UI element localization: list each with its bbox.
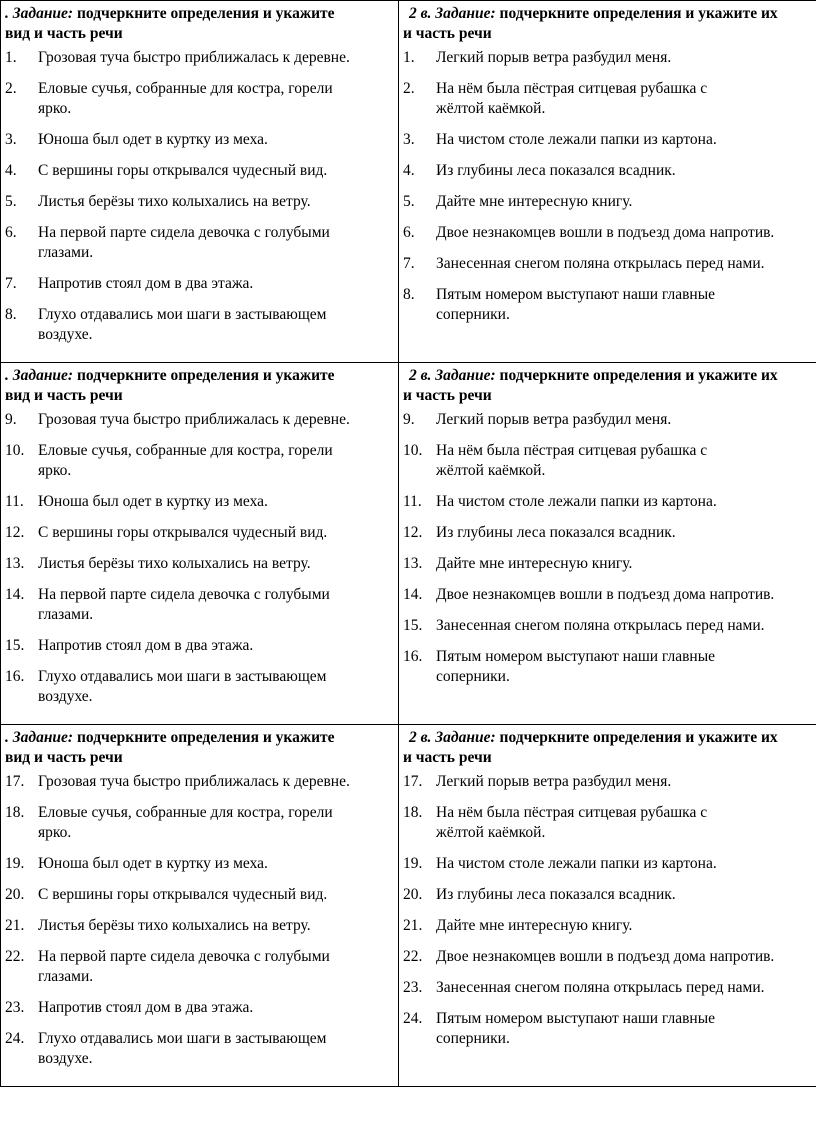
sentence-text: Напротив стоял дом в два этажа.	[38, 275, 254, 292]
sentence-item	[399, 585, 816, 605]
sentence-item	[1, 854, 398, 874]
sentence-item	[399, 616, 816, 636]
sentence-list	[1, 48, 398, 345]
variant-cell-left	[1, 363, 399, 725]
sentence-text: Юноша был одет в куртку из меха.	[38, 855, 268, 872]
sentence-item	[399, 854, 816, 874]
sentence-number: 10.	[403, 442, 423, 459]
sentence-text: Легкий порыв ветра разбудил меня.	[436, 49, 672, 66]
task-header-line-2: и часть речи	[403, 749, 492, 766]
sentence-number: 9.	[5, 411, 17, 428]
sentence-text: жёлтой каёмкой.	[436, 824, 546, 841]
sentence-text: воздухе.	[38, 688, 93, 705]
variant-cell-right	[399, 1, 816, 363]
sentence-text: глазами.	[38, 244, 94, 261]
sentence-text: глазами.	[38, 968, 94, 985]
sentence-number: 13.	[403, 555, 423, 572]
variant-cell-right	[399, 725, 816, 1087]
sentence-text: На чистом столе лежали папки из картона.	[436, 493, 717, 510]
sentence-number: 7.	[403, 255, 415, 272]
sentence-list	[399, 772, 816, 1049]
sentence-item	[399, 947, 816, 967]
sentence-text: воздухе.	[38, 1050, 93, 1067]
task-header-line-2: и часть речи	[403, 387, 492, 404]
sentence-number: 1.	[5, 49, 17, 66]
sentence-number: 11.	[403, 493, 422, 510]
sentence-number: 17.	[403, 773, 423, 790]
sentence-item	[399, 554, 816, 574]
sentence-item	[1, 1029, 398, 1069]
sentence-item	[1, 130, 398, 150]
sentence-number: 4.	[403, 162, 415, 179]
task-instruction: подчеркните определения и укажите	[73, 367, 335, 384]
sentence-text: Грозовая туча быстро приближалась к деревне.	[38, 773, 350, 790]
task-header	[1, 725, 398, 768]
task-header-line-1	[403, 4, 816, 24]
sentence-item	[1, 885, 398, 905]
sentence-text: Легкий порыв ветра разбудил меня.	[436, 411, 672, 428]
sentence-text: Пятым номером выступают наши главные	[436, 1010, 716, 1027]
task-instruction: подчеркните определения и укажите их	[495, 5, 778, 22]
sentence-text: Пятым номером выступают наши главные	[436, 648, 716, 665]
sentence-text: Напротив стоял дом в два этажа.	[38, 637, 254, 654]
sentence-text: Листья берёзы тихо колыхались на ветру.	[38, 555, 311, 572]
sentence-list	[1, 772, 398, 1069]
sentence-text: жёлтой каёмкой.	[436, 100, 546, 117]
task-instruction: подчеркните определения и укажите их	[495, 367, 778, 384]
task-header-line-1	[5, 728, 398, 748]
task-label: 2 в. Задание:	[409, 729, 496, 746]
task-header-line-1	[403, 366, 816, 386]
sentence-item	[1, 441, 398, 481]
sentence-list	[1, 410, 398, 707]
variant-cell-left	[1, 725, 399, 1087]
sentence-number: 2.	[403, 80, 415, 97]
sentence-text: Грозовая туча быстро приближалась к деревне.	[38, 49, 350, 66]
task-header-line-1	[5, 4, 398, 24]
sentence-text: Листья берёзы тихо колыхались на ветру.	[38, 917, 311, 934]
sentence-item	[1, 772, 398, 792]
sentence-text: С вершины горы открывался чудесный вид.	[38, 524, 328, 541]
sentence-text: ярко.	[38, 824, 72, 841]
sentence-number: 18.	[403, 804, 423, 821]
sentence-item	[1, 192, 398, 212]
sentence-text: Пятым номером выступают наши главные	[436, 286, 716, 303]
sentence-item	[399, 161, 816, 181]
sentence-text: На первой парте сидела девочка с голубыми	[38, 586, 330, 603]
task-header	[1, 1, 398, 44]
sentence-item	[1, 947, 398, 987]
sentence-number: 23.	[403, 979, 423, 996]
task-header	[399, 1, 816, 44]
sentence-number: 16.	[5, 668, 25, 685]
task-label: . Задание:	[5, 5, 74, 22]
task-label: . Задание:	[5, 729, 74, 746]
sentence-item	[399, 48, 816, 68]
task-header	[399, 363, 816, 406]
task-row	[1, 1, 816, 363]
task-header	[1, 363, 398, 406]
sentence-item	[399, 885, 816, 905]
sentence-number: 15.	[403, 617, 423, 634]
sentence-number: 10.	[5, 442, 25, 459]
sentence-text: соперники.	[436, 668, 510, 685]
sentence-number: 4.	[5, 162, 17, 179]
sentence-number: 13.	[5, 555, 25, 572]
sentence-number: 2.	[5, 80, 17, 97]
sentence-number: 24.	[403, 1010, 423, 1027]
sentence-text: На первой парте сидела девочка с голубыми	[38, 948, 330, 965]
sentence-text: Юноша был одет в куртку из меха.	[38, 493, 268, 510]
sentence-text: Дайте мне интересную книгу.	[436, 193, 633, 210]
sentence-text: На нём была пёстрая ситцевая рубашка с	[436, 804, 708, 821]
task-header-line-1	[403, 728, 816, 748]
sentence-item	[399, 772, 816, 792]
task-label: 2 в. Задание:	[409, 5, 496, 22]
sentence-text: Грозовая туча быстро приближалась к деревне.	[38, 411, 350, 428]
sentence-item	[1, 492, 398, 512]
sentence-item	[1, 161, 398, 181]
task-instruction: подчеркните определения и укажите	[73, 729, 335, 746]
sentence-text: Еловые сучья, собранные для костра, горели	[38, 442, 333, 459]
sentence-number: 16.	[403, 648, 423, 665]
variant-cell-right	[399, 363, 816, 725]
sentence-text: Занесенная снегом поляна открылась перед нами.	[436, 255, 765, 272]
sentence-number: 21.	[403, 917, 423, 934]
sentence-item	[1, 554, 398, 574]
sentence-text: ярко.	[38, 100, 72, 117]
sentence-text: На нём была пёстрая ситцевая рубашка с	[436, 80, 708, 97]
sentence-number: 20.	[5, 886, 25, 903]
sentence-number: 23.	[5, 999, 25, 1016]
task-instruction: подчеркните определения и укажите их	[495, 729, 778, 746]
sentence-item	[1, 585, 398, 625]
sentence-text: На чистом столе лежали папки из картона.	[436, 131, 717, 148]
sentence-item	[399, 285, 816, 325]
sentence-number: 5.	[403, 193, 415, 210]
sentence-number: 8.	[403, 286, 415, 303]
sentence-item	[399, 410, 816, 430]
sentence-item	[399, 647, 816, 687]
sentence-text: На нём была пёстрая ситцевая рубашка с	[436, 442, 708, 459]
sentence-item	[1, 305, 398, 345]
sentence-text: ярко.	[38, 462, 72, 479]
task-header-line-2: вид и часть речи	[5, 25, 123, 42]
sentence-number: 6.	[5, 224, 17, 241]
sentence-number: 18.	[5, 804, 25, 821]
sentence-number: 3.	[5, 131, 17, 148]
sentence-item	[399, 192, 816, 212]
sentence-item	[399, 523, 816, 543]
sentence-number: 8.	[5, 306, 17, 323]
sentence-text: Напротив стоял дом в два этажа.	[38, 999, 254, 1016]
sentence-number: 7.	[5, 275, 17, 292]
sentence-item	[399, 1009, 816, 1049]
sentence-number: 19.	[5, 855, 25, 872]
sentence-item	[1, 523, 398, 543]
sentence-item	[399, 916, 816, 936]
sentence-text: Дайте мне интересную книгу.	[436, 555, 633, 572]
sentence-item	[1, 48, 398, 68]
sentence-number: 24.	[5, 1030, 25, 1047]
sentence-number: 12.	[5, 524, 25, 541]
sentence-number: 5.	[5, 193, 17, 210]
sentence-item	[1, 667, 398, 707]
sentence-text: соперники.	[436, 1030, 510, 1047]
sentence-number: 17.	[5, 773, 25, 790]
sentence-text: жёлтой каёмкой.	[436, 462, 546, 479]
sentence-text: С вершины горы открывался чудесный вид.	[38, 162, 328, 179]
sentence-item	[1, 803, 398, 843]
sentence-item	[399, 492, 816, 512]
sentence-number: 3.	[403, 131, 415, 148]
sentence-text: Двое незнакомцев вошли в подъезд дома напротив.	[436, 586, 775, 603]
sentence-item	[1, 636, 398, 656]
sentence-number: 11.	[5, 493, 24, 510]
task-label: . Задание:	[5, 367, 74, 384]
task-row	[1, 363, 816, 725]
task-row	[1, 725, 816, 1087]
sentence-number: 22.	[5, 948, 25, 965]
sentence-number: 12.	[403, 524, 423, 541]
sentence-text: С вершины горы открывался чудесный вид.	[38, 886, 328, 903]
sentence-text: Двое незнакомцев вошли в подъезд дома напротив.	[436, 948, 775, 965]
sentence-text: глазами.	[38, 606, 94, 623]
sentence-text: На первой парте сидела девочка с голубыми	[38, 224, 330, 241]
sentence-item	[1, 223, 398, 263]
sentence-item	[399, 79, 816, 119]
sentence-item	[1, 998, 398, 1018]
sentence-text: На чистом столе лежали папки из картона.	[436, 855, 717, 872]
sentence-text: Глухо отдавались мои шаги в застывающем	[38, 668, 327, 685]
task-instruction: подчеркните определения и укажите	[73, 5, 335, 22]
sentence-item	[399, 803, 816, 843]
task-header-line-2: вид и часть речи	[5, 387, 123, 404]
sentence-text: Из глубины леса показался всадник.	[436, 162, 676, 179]
task-header-line-2: и часть речи	[403, 25, 492, 42]
sentence-text: Еловые сучья, собранные для костра, горели	[38, 804, 333, 821]
task-label: 2 в. Задание:	[409, 367, 496, 384]
sentence-item	[399, 254, 816, 274]
sentence-text: воздухе.	[38, 326, 93, 343]
sentence-number: 22.	[403, 948, 423, 965]
variant-cell-left	[1, 1, 399, 363]
task-header	[399, 725, 816, 768]
sentence-number: 15.	[5, 637, 25, 654]
sentence-list	[399, 410, 816, 687]
sentence-text: Глухо отдавались мои шаги в застывающем	[38, 1030, 327, 1047]
sentence-text: Легкий порыв ветра разбудил меня.	[436, 773, 672, 790]
task-header-line-1	[5, 366, 398, 386]
sentence-text: Из глубины леса показался всадник.	[436, 886, 676, 903]
sentence-number: 20.	[403, 886, 423, 903]
sentence-item	[1, 916, 398, 936]
task-header-line-2: вид и часть речи	[5, 749, 123, 766]
sentence-text: Двое незнакомцев вошли в подъезд дома напротив.	[436, 224, 775, 241]
sentence-text: Листья берёзы тихо колыхались на ветру.	[38, 193, 311, 210]
sentence-text: Юноша был одет в куртку из меха.	[38, 131, 268, 148]
sentence-number: 9.	[403, 411, 415, 428]
sentence-number: 6.	[403, 224, 415, 241]
sentence-text: Занесенная снегом поляна открылась перед нами.	[436, 979, 765, 996]
sentence-text: Дайте мне интересную книгу.	[436, 917, 633, 934]
sentence-text: Занесенная снегом поляна открылась перед нами.	[436, 617, 765, 634]
sentence-number: 14.	[5, 586, 25, 603]
sentence-item	[1, 410, 398, 430]
task-table-body	[1, 1, 816, 1087]
sentence-text: Из глубины леса показался всадник.	[436, 524, 676, 541]
sentence-item	[399, 130, 816, 150]
sentence-number: 1.	[403, 49, 415, 66]
sentence-text: Глухо отдавались мои шаги в застывающем	[38, 306, 327, 323]
sentence-text: соперники.	[436, 306, 510, 323]
sentence-item	[399, 978, 816, 998]
sentence-item	[399, 441, 816, 481]
sentence-item	[399, 223, 816, 243]
sentence-item	[1, 274, 398, 294]
sentence-list	[399, 48, 816, 325]
sentence-item	[1, 79, 398, 119]
sentence-number: 19.	[403, 855, 423, 872]
sentence-number: 21.	[5, 917, 25, 934]
sentence-text: Еловые сучья, собранные для костра, горели	[38, 80, 333, 97]
sentence-number: 14.	[403, 586, 423, 603]
